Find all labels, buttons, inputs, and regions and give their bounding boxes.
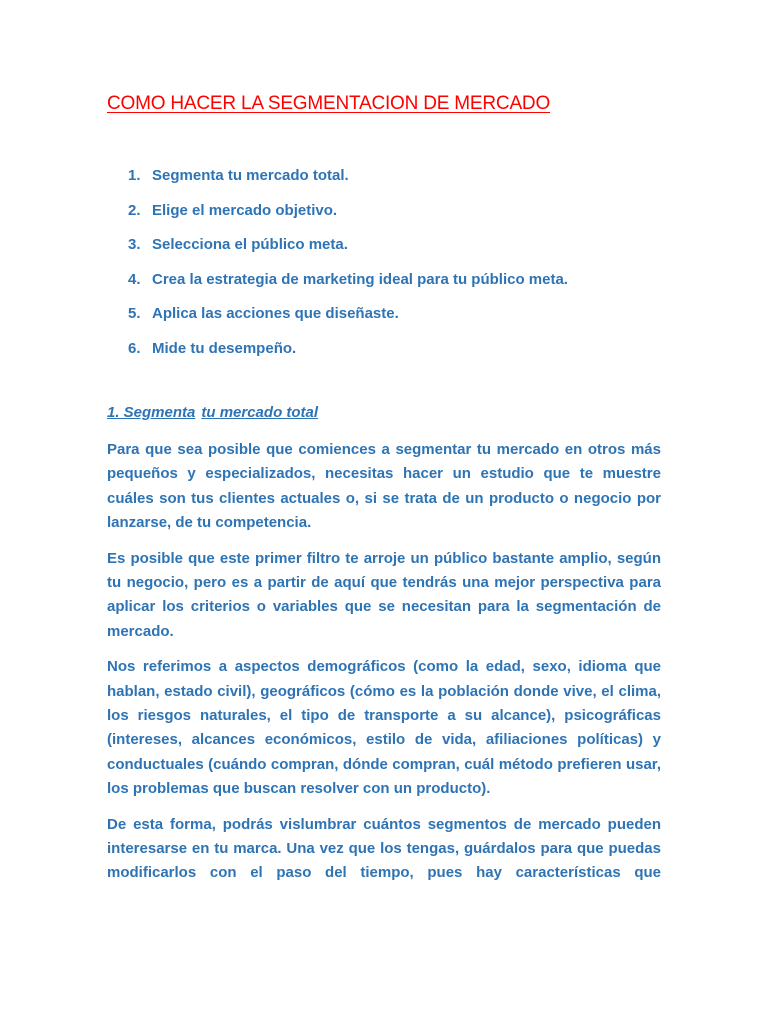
- step-item: [128, 166, 568, 201]
- section-body: [107, 438, 661, 897]
- paragraph: Nos referimos a aspectos demográficos (como la edad, sexo, idioma que hablan, estado civil), geográficos (cómo es la población donde vive, el clima, los riesgos naturales, el tipo de transporte a su alcance), psicográficas (intereses, alcances económicos, estilo de vida, afiliaciones políticas) y conductuales (cuándo compran, dónde compran, cuál método prefieren usar, los problemas que buscan resolver con un producto).: [107, 658, 661, 797]
- step-text: Elige el mercado objetivo.: [152, 201, 338, 219]
- section-heading-part2: tu mercado total: [201, 404, 319, 421]
- step-item: [128, 201, 568, 236]
- paragraph: Es posible que este primer filtro te arroje un público bastante amplio, según tu negocio, pero es a partir de aquí que tendrás una mejor perspectiva para aplicar los criterios o variables que se necesitan para la segmentación de mercado.: [107, 549, 661, 640]
- step-text: Segmenta tu mercado total.: [152, 167, 349, 184]
- step-text: Mide tu desempeño.: [152, 339, 297, 357]
- step-number: 3.: [128, 236, 141, 253]
- section-heading-part1: 1. Segmenta: [107, 404, 196, 421]
- step-number: 1.: [128, 167, 141, 184]
- step-number: 6.: [128, 339, 141, 357]
- step-text: Selecciona el público meta.: [152, 236, 348, 253]
- paragraph: De esta forma, podrás vislumbrar cuántos segmentos de mercado pueden interesarse en tu marca. Una vez que los tengas, guárdalos para que puedas modificarlos con el paso del tiempo, pues hay características que: [107, 815, 661, 882]
- step-item: [128, 235, 568, 270]
- step-item: [128, 270, 568, 305]
- section-heading: [107, 404, 318, 421]
- step-item: [128, 339, 568, 374]
- step-number: 2.: [128, 201, 141, 219]
- document-title: COMO HACER LA SEGMENTACION DE MERCADO: [107, 93, 551, 114]
- steps-list: [128, 166, 568, 373]
- step-item: [128, 304, 568, 339]
- step-number: 5.: [128, 305, 141, 322]
- step-number: 4.: [128, 270, 141, 288]
- paragraph: Para que sea posible que comiences a segmentar tu mercado en otros más pequeños y especializados, necesitas hacer un estudio que te muestre cuáles son tus clientes actuales o, si se trata de un producto o negocio por lanzarse, de tu competencia.: [107, 441, 661, 531]
- step-text: Aplica las acciones que diseñaste.: [152, 305, 399, 322]
- step-text: Crea la estrategia de marketing ideal para tu público meta.: [152, 270, 568, 288]
